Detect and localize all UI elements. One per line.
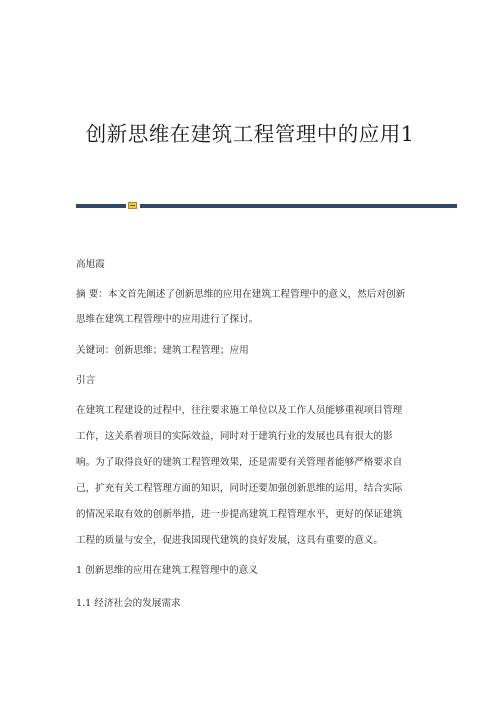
divider-left-bar [76, 204, 126, 208]
abstract-line-1: 摘 要：本文首先阐述了创新思维的应用在建筑工程管理中的意义，然后对创新 [76, 289, 406, 300]
section-1-heading: 1 创新思维的应用在建筑工程管理中的意义 [76, 565, 258, 576]
author-name: 高旭霞 [76, 259, 105, 270]
intro-paragraph-line: 响。为了取得良好的建筑工程管理效果，还是需要有关管理者能够严格要求自 [76, 457, 403, 468]
divider-right-bar [140, 204, 457, 208]
document-badge-icon [128, 202, 137, 209]
intro-heading: 引言 [76, 375, 96, 386]
abstract-line-2: 思维在建筑工程管理中的应用进行了探讨。 [76, 314, 259, 325]
intro-paragraph-line: 己，扩充有关工程管理方面的知识，同时还要加强创新思维的运用，结合实际 [76, 483, 403, 494]
intro-paragraph-line: 工程的质量与安全，促进我国现代建筑的良好发展，这具有重要的意义。 [76, 535, 383, 546]
document-title: 创新思维在建筑工程管理中的应用1 [85, 122, 415, 146]
intro-paragraph-line: 在建筑工程建设的过程中，往往要求施工单位以及工作人员能够重视项目管理 [76, 405, 403, 416]
intro-paragraph-line: 的情况采取有效的创新举措，进一步提高建筑工程管理水平，更好的保证建筑 [76, 509, 403, 520]
keywords: 关键词：创新思维；建筑工程管理；应用 [76, 345, 249, 356]
section-1-1-heading: 1.1 经济社会的发展需求 [76, 598, 181, 609]
intro-paragraph-line: 工作，这关系着项目的实际效益，同时对于建筑行业的发展也具有很大的影 [76, 431, 393, 442]
title-divider [76, 203, 457, 209]
